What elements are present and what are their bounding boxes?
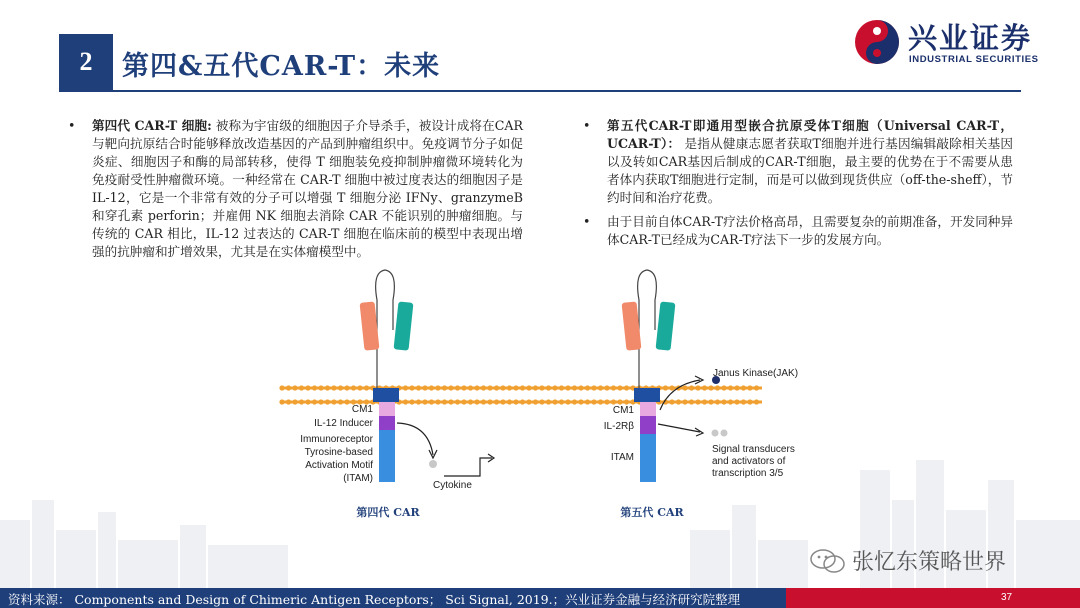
membrane-lipid-dot bbox=[494, 399, 499, 404]
membrane-lipid-dot bbox=[331, 385, 336, 390]
membrane-lipid-dot bbox=[494, 385, 499, 390]
bullet-gen4-body: 被称为宇宙级的细胞因子介导杀手，被设计成将在CAR 与靶向抗原结合时能够释放改造基因的产品到肿瘤组织中。免疫调节分子如促炎症、细胞因子和酶的局部转移，使得 T 细胞装免疫抑制肿瘤微环境转化为免疫耐受性肿瘤微环境。一种经常在 CAR-T 细胞中被过度表达的细胞因子是 IL-12，它是一个非常有效的分子可以增强 T 细胞分泌 IFNy、granzymeB 和穿孔素 perforin；并雇佣 NK 细胞去消除 CAR 不能识别的肿瘤细胞。与传统的 CAR 相比，IL-12 过表达的 CAR-T 细胞在临床前的模型中表现出增强的抗肿瘤和扩增效果，尤其是在实体瘤模型中。 bbox=[92, 118, 523, 259]
jak-label: Janus Kinase(JAK) bbox=[713, 368, 799, 379]
membrane-lipid-dot bbox=[468, 385, 473, 390]
membrane-lipid-dot bbox=[448, 399, 453, 404]
membrane-lipid-dot bbox=[455, 399, 460, 404]
membrane-lipid-dot bbox=[734, 385, 739, 390]
membrane-lipid-dot bbox=[318, 385, 323, 390]
membrane-lipid-dot bbox=[474, 399, 479, 404]
membrane-lipid-dot bbox=[331, 399, 336, 404]
gen4-caption: 第四代 CAR bbox=[356, 506, 420, 519]
membrane-lipid-dot bbox=[526, 385, 531, 390]
membrane-lipid-dot bbox=[409, 399, 414, 404]
membrane-lipid-dot bbox=[474, 385, 479, 390]
membrane-lipid-dot bbox=[578, 385, 583, 390]
stat-dot-2 bbox=[721, 430, 728, 437]
membrane-lipid-dot bbox=[669, 399, 674, 404]
membrane-lipid-dot bbox=[669, 385, 674, 390]
gen5-itam-block bbox=[640, 434, 656, 482]
membrane-lipid-dot bbox=[702, 385, 707, 390]
membrane-lipid-dot bbox=[611, 399, 616, 404]
membrane-lipid-dot bbox=[741, 399, 746, 404]
gen5-receptor bbox=[604, 270, 798, 519]
gen4-cytokine-arrow bbox=[397, 423, 433, 455]
membrane-lipid-dot bbox=[455, 385, 460, 390]
stat-dot-1 bbox=[712, 430, 719, 437]
gen4-il12-block bbox=[379, 416, 395, 430]
gen4-label-il12: IL-12 Inducer bbox=[314, 418, 373, 429]
gen5-hinge-loop bbox=[638, 270, 657, 388]
membrane-lipid-dot bbox=[429, 385, 434, 390]
membrane-lipid-dot bbox=[286, 385, 291, 390]
membrane-lipid-dot bbox=[539, 399, 544, 404]
membrane-lipid-dot bbox=[721, 399, 726, 404]
membrane-lipid-dot bbox=[403, 399, 408, 404]
membrane-lipid-dot bbox=[500, 399, 505, 404]
membrane-lipid-dot bbox=[747, 385, 752, 390]
gen4-receptor bbox=[300, 270, 494, 519]
membrane-lipid-dot bbox=[318, 399, 323, 404]
membrane-lipid-dot bbox=[422, 399, 427, 404]
page-title: 第四&五代CAR-T：未来 bbox=[122, 51, 441, 82]
membrane-lipid-dot bbox=[312, 399, 317, 404]
membrane-lipid-dot bbox=[611, 385, 616, 390]
gen5-cm1-block bbox=[640, 402, 656, 416]
membrane-lipid-dot bbox=[565, 399, 570, 404]
membrane-lipid-dot bbox=[565, 385, 570, 390]
cytokine-dot bbox=[429, 460, 437, 468]
gen4-cm1-block bbox=[379, 402, 395, 416]
membrane-lipid-dot bbox=[578, 399, 583, 404]
membrane-lipid-dot bbox=[292, 399, 297, 404]
gen4-scfv-teal bbox=[394, 301, 414, 350]
logo-name-en: INDUSTRIAL SECURITIES bbox=[909, 54, 1039, 65]
membrane-lipid-dot bbox=[585, 399, 590, 404]
membrane-lipid-dot bbox=[299, 399, 304, 404]
watermark-text: 张忆东策略世界 bbox=[852, 550, 1007, 575]
bullet-gen5-body: 是指从健康志愿者获取T细胞并进行基因编辑敲除相关基因以及转如CAR基因后制成的CAR-T细胞，最主要的优势在于不需要从患者体内获取T细胞进行定制，而是可以做到现货供应（off-the-sheff），节约时间和治疗花费。 bbox=[607, 136, 1013, 205]
stat-arrow bbox=[658, 424, 700, 432]
membrane-lipid-dot bbox=[481, 399, 486, 404]
membrane-lipid-dot bbox=[435, 385, 440, 390]
gen5-caption: 第五代 CAR bbox=[620, 506, 684, 519]
membrane-lipid-dot bbox=[715, 399, 720, 404]
membrane-lipid-dot bbox=[507, 385, 512, 390]
gen4-itam-block bbox=[379, 430, 395, 482]
membrane-lipid-dot bbox=[403, 385, 408, 390]
membrane-lipid-dot bbox=[435, 399, 440, 404]
membrane-lipid-dot bbox=[533, 399, 538, 404]
membrane-lipid-dot bbox=[734, 399, 739, 404]
membrane-lipid-dot bbox=[689, 399, 694, 404]
membrane-lipid-dot bbox=[747, 399, 752, 404]
gen4-label-cm1: CM1 bbox=[351, 404, 373, 415]
membrane-lipid-dot bbox=[442, 399, 447, 404]
stat-label-1: Signal transducers bbox=[712, 444, 795, 455]
membrane-lipid-dot bbox=[357, 385, 362, 390]
membrane-lipid-dot bbox=[461, 385, 466, 390]
cell-membrane bbox=[279, 385, 762, 404]
membrane-lipid-dot bbox=[325, 399, 330, 404]
membrane-lipid-dot bbox=[487, 385, 492, 390]
membrane-lipid-dot bbox=[292, 385, 297, 390]
membrane-lipid-dot bbox=[507, 399, 512, 404]
membrane-lipid-dot bbox=[299, 385, 304, 390]
membrane-lipid-dot bbox=[552, 385, 557, 390]
membrane-lipid-dot bbox=[728, 385, 733, 390]
membrane-lipid-dot bbox=[279, 385, 284, 390]
membrane-lipid-dot bbox=[624, 399, 629, 404]
membrane-lipid-dot bbox=[604, 385, 609, 390]
gen5-label-il2rb: IL-2Rβ bbox=[603, 421, 634, 432]
membrane-lipid-dot bbox=[546, 385, 551, 390]
membrane-lipid-dot bbox=[663, 385, 668, 390]
membrane-lipid-dot bbox=[338, 385, 343, 390]
membrane-lipid-dot bbox=[617, 399, 622, 404]
membrane-lipid-dot bbox=[325, 385, 330, 390]
membrane-lipid-dot bbox=[585, 385, 590, 390]
bullet-allogeneic-body: 由于目前自体CAR-T疗法价格高昂，且需要复杂的前期准备，开发同种异体CAR-T已经成为CAR-T疗法下一步的发展方向。 bbox=[607, 214, 1013, 247]
footer-accent bbox=[786, 588, 1080, 608]
membrane-lipid-dot bbox=[708, 385, 713, 390]
membrane-lipid-dot bbox=[559, 399, 564, 404]
gen5-scfv-teal bbox=[656, 301, 676, 350]
membrane-lipid-dot bbox=[728, 399, 733, 404]
membrane-lipid-dot bbox=[305, 385, 310, 390]
gen5-il2rb-block bbox=[640, 416, 656, 434]
gen5-transmembrane bbox=[634, 388, 660, 402]
membrane-lipid-dot bbox=[533, 385, 538, 390]
membrane-lipid-dot bbox=[741, 385, 746, 390]
membrane-lipid-dot bbox=[695, 385, 700, 390]
bullet-gen4-lead: 第四代 CAR-T 细胞: bbox=[92, 118, 212, 133]
gen4-transmembrane bbox=[373, 388, 399, 402]
membrane-lipid-dot bbox=[682, 399, 687, 404]
cytokine-label: Cytokine bbox=[433, 480, 472, 491]
gen4-label-itam-1: Immunoreceptor bbox=[300, 434, 373, 445]
membrane-lipid-dot bbox=[676, 399, 681, 404]
membrane-lipid-dot bbox=[344, 385, 349, 390]
membrane-lipid-dot bbox=[721, 385, 726, 390]
membrane-lipid-dot bbox=[572, 385, 577, 390]
logo-name-cn: 兴业证券 bbox=[908, 21, 1033, 55]
membrane-lipid-dot bbox=[461, 399, 466, 404]
membrane-lipid-dot bbox=[520, 399, 525, 404]
membrane-lipid-dot bbox=[689, 385, 694, 390]
membrane-lipid-dot bbox=[364, 385, 369, 390]
membrane-lipid-dot bbox=[715, 385, 720, 390]
membrane-lipid-dot bbox=[624, 385, 629, 390]
membrane-lipid-dot bbox=[305, 399, 310, 404]
membrane-lipid-dot bbox=[468, 399, 473, 404]
gen5-label-cm1: CM1 bbox=[612, 405, 634, 416]
membrane-lipid-dot bbox=[598, 385, 603, 390]
membrane-lipid-dot bbox=[695, 399, 700, 404]
page-number: 37 bbox=[1001, 592, 1013, 603]
membrane-lipid-dot bbox=[429, 399, 434, 404]
membrane-lipid-dot bbox=[520, 385, 525, 390]
membrane-lipid-dot bbox=[552, 399, 557, 404]
membrane-lipid-dot bbox=[546, 399, 551, 404]
membrane-lipid-dot bbox=[409, 385, 414, 390]
membrane-lipid-dot bbox=[539, 385, 544, 390]
gen4-label-itam-2: Tyrosine-based bbox=[304, 447, 373, 458]
gen5-label-itam: ITAM bbox=[610, 452, 634, 463]
membrane-lipid-dot bbox=[754, 399, 759, 404]
membrane-lipid-dot bbox=[448, 385, 453, 390]
membrane-lipid-dot bbox=[481, 385, 486, 390]
wechat-icon bbox=[808, 547, 848, 575]
membrane-lipid-dot bbox=[312, 385, 317, 390]
membrane-lipid-dot bbox=[286, 399, 291, 404]
membrane-lipid-dot bbox=[591, 385, 596, 390]
section-number: 2 bbox=[59, 34, 113, 90]
membrane-lipid-dot bbox=[526, 399, 531, 404]
membrane-lipid-dot bbox=[513, 385, 518, 390]
membrane-lipid-dot bbox=[487, 399, 492, 404]
membrane-lipid-dot bbox=[416, 399, 421, 404]
membrane-lipid-dot bbox=[708, 399, 713, 404]
membrane-lipid-dot bbox=[702, 399, 707, 404]
membrane-lipid-dot bbox=[279, 399, 284, 404]
membrane-lipid-dot bbox=[572, 399, 577, 404]
membrane-lipid-dot bbox=[598, 399, 603, 404]
gen4-label-itam-3: Activation Motif bbox=[305, 460, 373, 471]
stat-label-3: transcription 3/5 bbox=[712, 468, 784, 479]
membrane-lipid-dot bbox=[416, 385, 421, 390]
membrane-lipid-dot bbox=[338, 399, 343, 404]
gene-promoter-arrow bbox=[444, 458, 492, 476]
gen4-label-itam-4: (ITAM) bbox=[343, 473, 373, 484]
membrane-lipid-dot bbox=[442, 385, 447, 390]
membrane-lipid-dot bbox=[422, 385, 427, 390]
membrane-lipid-dot bbox=[617, 385, 622, 390]
membrane-lipid-dot bbox=[500, 385, 505, 390]
membrane-lipid-dot bbox=[344, 399, 349, 404]
membrane-lipid-dot bbox=[591, 399, 596, 404]
stat-label-2: and activators of bbox=[712, 456, 786, 467]
membrane-lipid-dot bbox=[559, 385, 564, 390]
membrane-lipid-dot bbox=[351, 385, 356, 390]
membrane-lipid-dot bbox=[604, 399, 609, 404]
bullet-gen5-lead: 第五代CAR-T即通用型嵌合抗原受体T细胞（Universal CAR-T，UCAR-T）： bbox=[607, 118, 1013, 151]
membrane-lipid-dot bbox=[682, 385, 687, 390]
footer-source: 资料来源： Components and Design of Chimeric Antigen Receptors； Sci Signal, 2019.；兴业证券金融与经济研究院整理 bbox=[8, 592, 741, 607]
gen4-hinge-loop bbox=[376, 270, 395, 388]
jak-arrow bbox=[660, 380, 700, 410]
membrane-lipid-dot bbox=[513, 399, 518, 404]
membrane-lipid-dot bbox=[754, 385, 759, 390]
